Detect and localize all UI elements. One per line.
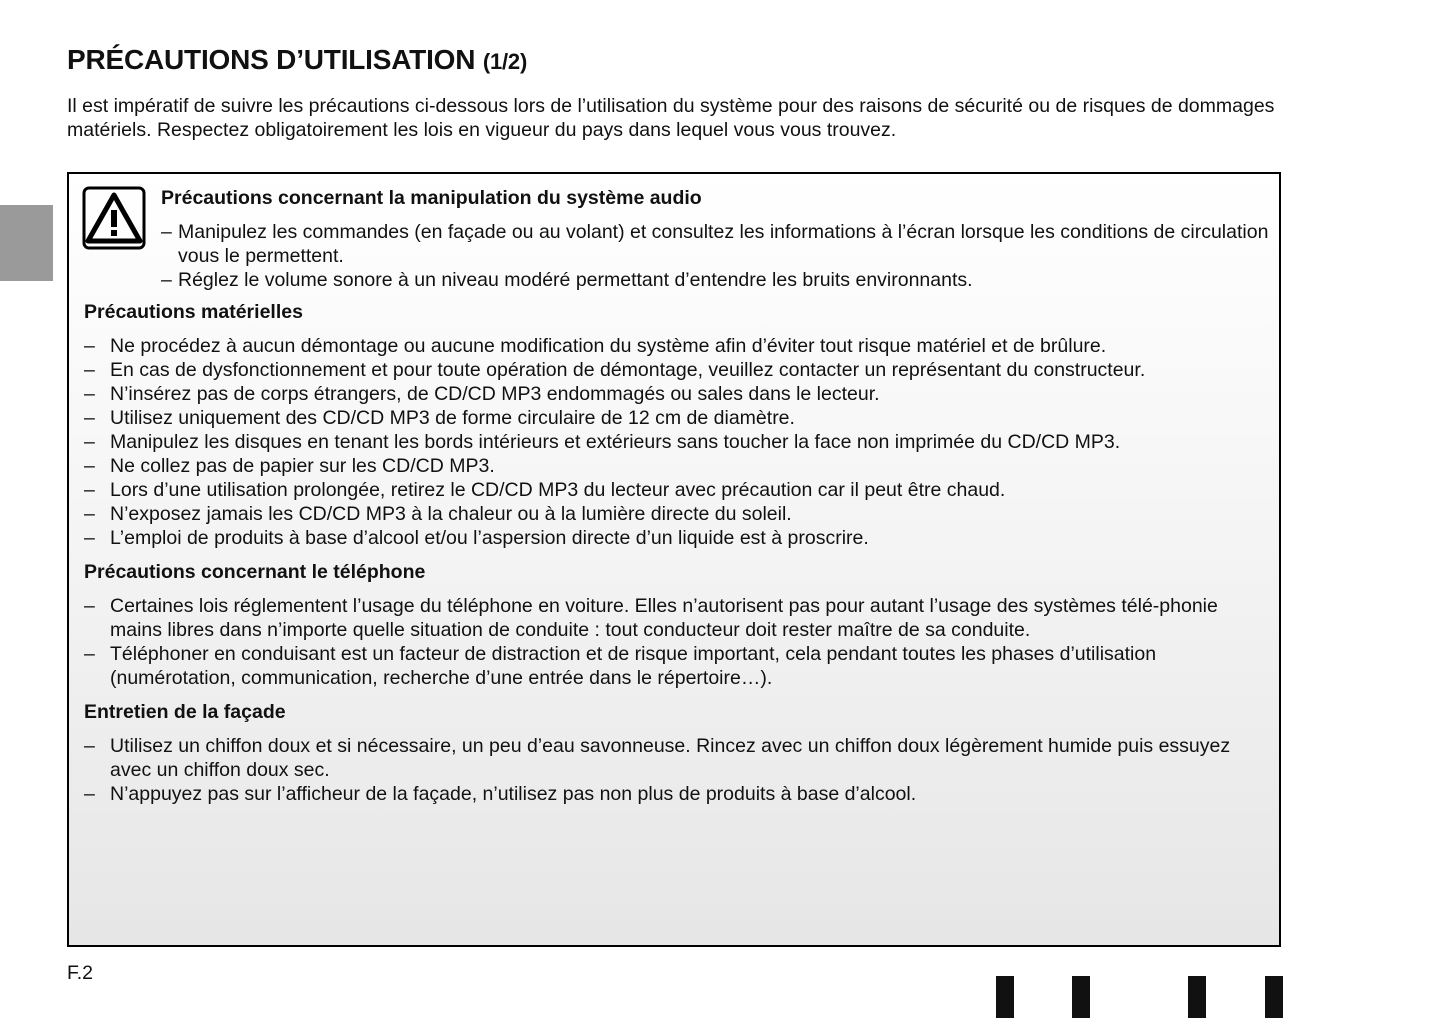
list-item-text: Manipulez les disques en tenant les bords intérieurs et extérieurs sans toucher la face non imprimée du CD/CD MP3.: [110, 431, 1121, 453]
warning-triangle-icon: [82, 186, 146, 250]
list-item-text: Téléphoner en conduisant est un facteur de distraction et de risque important, cela pendant toutes les phases d’utilisation (numérotation, communication, recherche d’une entrée dans le répertoire…).: [110, 643, 1157, 689]
list-item: [84, 594, 1269, 642]
section-side-tab: [0, 205, 53, 281]
list-item-text: L’emploi de produits à base d’alcool et/ou l’aspersion directe d’un liquide est à proscrire.: [110, 527, 869, 549]
list-item: [84, 478, 1269, 502]
page-title-suffix: (1/2): [482, 49, 528, 74]
list-item-text: En cas de dysfonctionnement et pour toute opération de démontage, veuillez contacter un représentant du constructeur.: [110, 359, 1146, 381]
dash-bullet: –: [84, 735, 95, 757]
dash-bullet: –: [84, 527, 95, 549]
list-item-text: Certaines lois réglementent l’usage du téléphone en voiture. Elles n’autorisent pas pour autant l’usage des systèmes télé-phonie mains libres dans n’importe quelle situation de conduite : tout conducteur doit rester maître de sa conduite.: [110, 595, 1218, 641]
list-item-text: N’insérez pas de corps étrangers, de CD/CD MP3 endommagés ou sales dans le lecteur.: [110, 383, 880, 405]
list-item: [84, 334, 1269, 358]
lower-sections: [84, 300, 1269, 816]
list-item-text: Réglez le volume sonore à un niveau modéré permettant d’entendre les bruits environnants.: [178, 269, 973, 291]
phone-list: [84, 594, 1269, 690]
page-title: [67, 44, 527, 76]
care-list: [84, 734, 1269, 806]
list-item-text: N’exposez jamais les CD/CD MP3 à la chaleur ou à la lumière directe du soleil.: [110, 503, 792, 525]
list-item: [84, 358, 1269, 382]
intro-paragraph: Il est impératif de suivre les précautions ci-dessous lors de l’utilisation du système pour des raisons de sécurité ou de risques de dommages matériels. Respectez obligatoirement les lois en vigueur du pays dans lequel vous vous trouvez.: [67, 95, 1275, 141]
print-marker: [1265, 976, 1283, 1018]
list-item: [84, 642, 1269, 690]
precautions-box: [67, 172, 1281, 947]
page-number: F.2: [67, 962, 94, 984]
dash-bullet: –: [84, 407, 95, 429]
phone-heading: Précautions concernant le téléphone: [84, 561, 426, 583]
list-item-text: Ne procédez à aucun démontage ou aucune modification du système afin d’éviter tout risque matériel et de brûlure.: [110, 335, 1107, 357]
audio-list: [161, 220, 1271, 292]
list-item-text: Manipulez les commandes (en façade ou au volant) et consultez les informations à l’écran lorsque les conditions de circulation vous le permettent.: [178, 221, 1269, 267]
list-item-text: Utilisez un chiffon doux et si nécessaire, un peu d’eau savonneuse. Rincez avec un chiffon doux légèrement humide puis essuyez avec un chiffon doux sec.: [110, 735, 1231, 781]
material-list: [84, 334, 1269, 550]
dash-bullet: –: [84, 479, 95, 501]
list-item-text: Lors d’une utilisation prolongée, retirez le CD/CD MP3 du lecteur avec précaution car il peut être chaud.: [110, 479, 1006, 501]
dash-bullet: –: [84, 359, 95, 381]
dash-bullet: –: [84, 783, 95, 805]
print-marker: [996, 976, 1014, 1018]
dash-bullet: –: [84, 431, 95, 453]
list-item: [84, 526, 1269, 550]
list-item: [161, 220, 1271, 268]
dash-bullet: –: [84, 335, 95, 357]
dash-bullet: –: [84, 643, 95, 665]
list-item-text: Utilisez uniquement des CD/CD MP3 de forme circulaire de 12 cm de diamètre.: [110, 407, 795, 429]
dash-bullet: –: [84, 455, 95, 477]
dash-bullet: –: [84, 503, 95, 525]
list-item: [84, 406, 1269, 430]
list-item: [84, 382, 1269, 406]
list-item: [84, 502, 1269, 526]
dash-bullet: –: [161, 269, 172, 291]
dash-bullet: –: [84, 595, 95, 617]
print-marker: [1188, 976, 1206, 1018]
list-item: [161, 268, 1271, 292]
list-item: [84, 454, 1269, 478]
list-item: [84, 430, 1269, 454]
care-heading: Entretien de la façade: [84, 701, 286, 723]
list-item-text: Ne collez pas de papier sur les CD/CD MP3.: [110, 455, 495, 477]
dash-bullet: –: [84, 383, 95, 405]
page-title-text: PRÉCAUTIONS D’UTILISATION: [67, 44, 476, 75]
dash-bullet: –: [161, 221, 172, 243]
audio-precautions: [161, 186, 1271, 292]
print-marker: [1072, 976, 1090, 1018]
list-item: [84, 782, 1269, 806]
audio-heading: Précautions concernant la manipulation du système audio: [161, 187, 702, 209]
list-item: [84, 734, 1269, 782]
material-heading: Précautions matérielles: [84, 301, 303, 323]
list-item-text: N’appuyez pas sur l’afficheur de la façade, n’utilisez pas non plus de produits à base d’alcool.: [110, 783, 917, 805]
